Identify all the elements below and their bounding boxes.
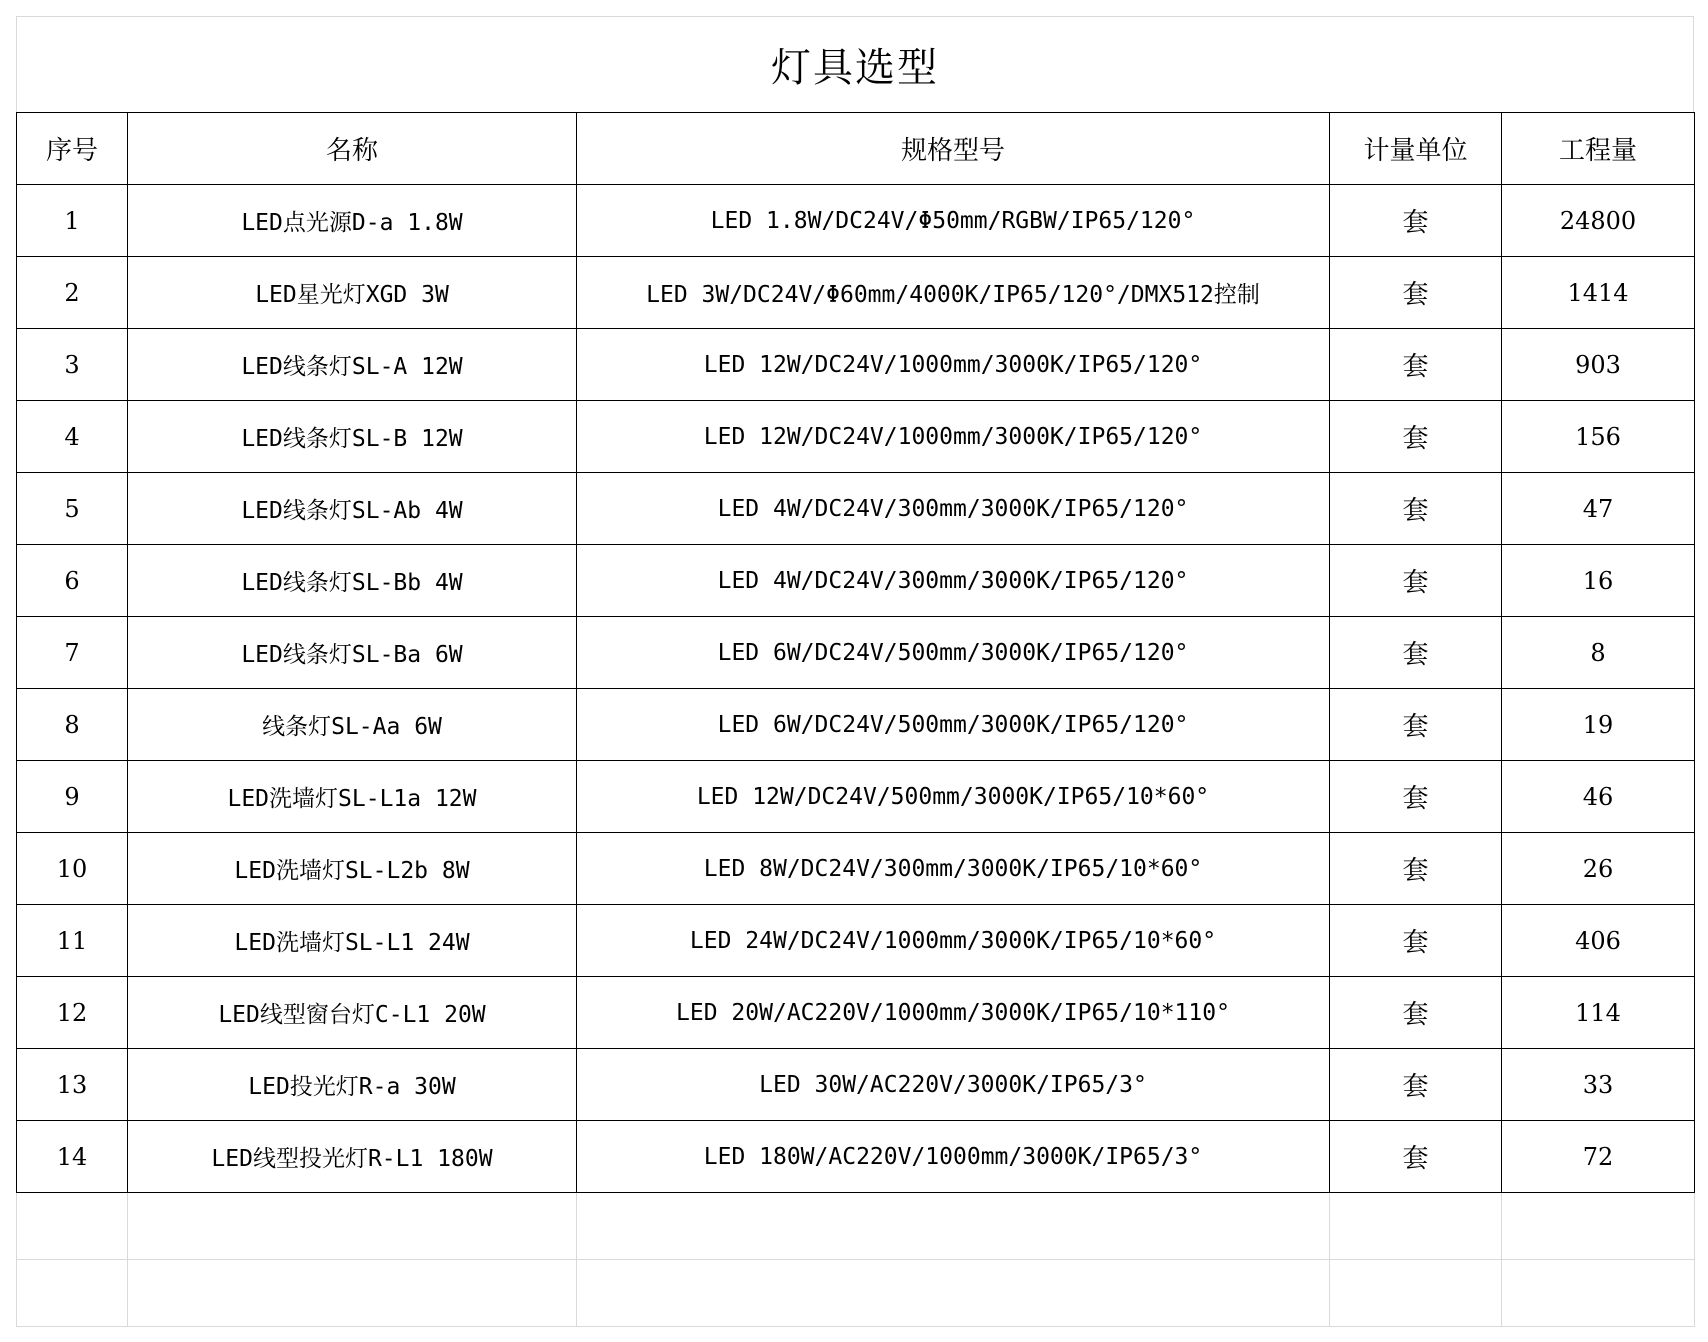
cell-no[interactable]: 13 — [17, 1049, 128, 1121]
cell-name[interactable]: LED线条灯SL-Bb 4W — [128, 545, 577, 617]
cell-unit[interactable]: 套 — [1330, 689, 1502, 761]
header-row — [17, 113, 1695, 185]
cell-no[interactable]: 3 — [17, 329, 128, 401]
empty-grid-area — [16, 1193, 1695, 1327]
cell-unit[interactable]: 套 — [1330, 905, 1502, 977]
column-header-unit: 计量单位 — [1330, 113, 1502, 185]
table-row — [17, 905, 1695, 977]
cell-unit[interactable]: 套 — [1330, 257, 1502, 329]
table-row — [17, 977, 1695, 1049]
cell-name[interactable]: LED线条灯SL-B 12W — [128, 401, 577, 473]
fixture-table — [16, 112, 1695, 1193]
empty-cell[interactable] — [1502, 1260, 1695, 1327]
cell-spec[interactable]: LED 180W/AC220V/1000mm/3000K/IP65/3° — [577, 1121, 1330, 1193]
cell-unit[interactable]: 套 — [1330, 473, 1502, 545]
column-header-spec: 规格型号 — [577, 113, 1330, 185]
empty-cell[interactable] — [1330, 1260, 1502, 1327]
table-row — [17, 401, 1695, 473]
cell-spec[interactable]: LED 30W/AC220V/3000K/IP65/3° — [577, 1049, 1330, 1121]
cell-no[interactable]: 2 — [17, 257, 128, 329]
cell-qty[interactable]: 156 — [1502, 401, 1695, 473]
cell-name[interactable]: 线条灯SL-Aa 6W — [128, 689, 577, 761]
cell-qty[interactable]: 406 — [1502, 905, 1695, 977]
cell-no[interactable]: 12 — [17, 977, 128, 1049]
cell-spec[interactable]: LED 12W/DC24V/1000mm/3000K/IP65/120° — [577, 329, 1330, 401]
cell-qty[interactable]: 114 — [1502, 977, 1695, 1049]
cell-spec[interactable]: LED 12W/DC24V/1000mm/3000K/IP65/120° — [577, 401, 1330, 473]
cell-spec[interactable]: LED 20W/AC220V/1000mm/3000K/IP65/10*110° — [577, 977, 1330, 1049]
empty-cell[interactable] — [17, 1193, 128, 1260]
table-row — [17, 1121, 1695, 1193]
table-row — [17, 257, 1695, 329]
cell-qty[interactable]: 26 — [1502, 833, 1695, 905]
cell-no[interactable]: 6 — [17, 545, 128, 617]
cell-unit[interactable]: 套 — [1330, 401, 1502, 473]
table-row — [17, 473, 1695, 545]
cell-unit[interactable]: 套 — [1330, 833, 1502, 905]
cell-unit[interactable]: 套 — [1330, 617, 1502, 689]
cell-no[interactable]: 11 — [17, 905, 128, 977]
column-header-no: 序号 — [17, 113, 128, 185]
cell-qty[interactable]: 33 — [1502, 1049, 1695, 1121]
cell-no[interactable]: 9 — [17, 761, 128, 833]
cell-no[interactable]: 1 — [17, 185, 128, 257]
cell-spec[interactable]: LED 6W/DC24V/500mm/3000K/IP65/120° — [577, 617, 1330, 689]
cell-name[interactable]: LED线条灯SL-Ba 6W — [128, 617, 577, 689]
cell-qty[interactable]: 1414 — [1502, 257, 1695, 329]
page-title: 灯具选型 — [771, 45, 939, 91]
cell-name[interactable]: LED线条灯SL-Ab 4W — [128, 473, 577, 545]
cell-unit[interactable]: 套 — [1330, 1121, 1502, 1193]
cell-qty[interactable]: 19 — [1502, 689, 1695, 761]
table-row — [17, 617, 1695, 689]
cell-spec[interactable]: LED 3W/DC24V/Φ60mm/4000K/IP65/120°/DMX512控制 — [577, 257, 1330, 329]
cell-unit[interactable]: 套 — [1330, 185, 1502, 257]
cell-qty[interactable]: 24800 — [1502, 185, 1695, 257]
cell-no[interactable]: 14 — [17, 1121, 128, 1193]
cell-qty[interactable]: 903 — [1502, 329, 1695, 401]
empty-cell[interactable] — [17, 1260, 128, 1327]
cell-spec[interactable]: LED 12W/DC24V/500mm/3000K/IP65/10*60° — [577, 761, 1330, 833]
cell-name[interactable]: LED点光源D-a 1.8W — [128, 185, 577, 257]
cell-qty[interactable]: 8 — [1502, 617, 1695, 689]
table-row — [17, 1049, 1695, 1121]
column-header-name: 名称 — [128, 113, 577, 185]
cell-qty[interactable]: 46 — [1502, 761, 1695, 833]
empty-cell[interactable] — [1502, 1193, 1695, 1260]
cell-unit[interactable]: 套 — [1330, 329, 1502, 401]
cell-no[interactable]: 4 — [17, 401, 128, 473]
cell-name[interactable]: LED线型窗台灯C-L1 20W — [128, 977, 577, 1049]
cell-no[interactable]: 10 — [17, 833, 128, 905]
empty-cell[interactable] — [128, 1193, 577, 1260]
title-row — [16, 16, 1694, 112]
empty-cell[interactable] — [577, 1260, 1330, 1327]
table-row — [17, 689, 1695, 761]
table-row — [17, 761, 1695, 833]
table-row — [17, 833, 1695, 905]
cell-unit[interactable]: 套 — [1330, 761, 1502, 833]
empty-cell[interactable] — [577, 1193, 1330, 1260]
empty-cell[interactable] — [128, 1260, 577, 1327]
cell-unit[interactable]: 套 — [1330, 545, 1502, 617]
cell-qty[interactable]: 72 — [1502, 1121, 1695, 1193]
cell-spec[interactable]: LED 4W/DC24V/300mm/3000K/IP65/120° — [577, 545, 1330, 617]
table-row — [17, 545, 1695, 617]
empty-row — [17, 1260, 1695, 1327]
cell-name[interactable]: LED线型投光灯R-L1 180W — [128, 1121, 577, 1193]
cell-name[interactable]: LED星光灯XGD 3W — [128, 257, 577, 329]
column-header-qty: 工程量 — [1502, 113, 1695, 185]
cell-no[interactable]: 8 — [17, 689, 128, 761]
cell-unit[interactable]: 套 — [1330, 1049, 1502, 1121]
cell-qty[interactable]: 47 — [1502, 473, 1695, 545]
cell-spec[interactable]: LED 6W/DC24V/500mm/3000K/IP65/120° — [577, 689, 1330, 761]
cell-spec[interactable]: LED 24W/DC24V/1000mm/3000K/IP65/10*60° — [577, 905, 1330, 977]
table-row — [17, 329, 1695, 401]
cell-spec[interactable]: LED 4W/DC24V/300mm/3000K/IP65/120° — [577, 473, 1330, 545]
cell-no[interactable]: 7 — [17, 617, 128, 689]
cell-name[interactable]: LED线条灯SL-A 12W — [128, 329, 577, 401]
cell-unit[interactable]: 套 — [1330, 977, 1502, 1049]
cell-spec[interactable]: LED 8W/DC24V/300mm/3000K/IP65/10*60° — [577, 833, 1330, 905]
cell-name[interactable]: LED洗墙灯SL-L1a 12W — [128, 761, 577, 833]
cell-spec[interactable]: LED 1.8W/DC24V/Φ50mm/RGBW/IP65/120° — [577, 185, 1330, 257]
cell-no[interactable]: 5 — [17, 473, 128, 545]
cell-name[interactable]: LED洗墙灯SL-L2b 8W — [128, 833, 577, 905]
empty-row — [17, 1193, 1695, 1260]
spreadsheet — [16, 16, 1694, 1327]
cell-name[interactable]: LED洗墙灯SL-L1 24W — [128, 905, 577, 977]
table-row — [17, 185, 1695, 257]
cell-name[interactable]: LED投光灯R-a 30W — [128, 1049, 577, 1121]
empty-cell[interactable] — [1330, 1193, 1502, 1260]
cell-qty[interactable]: 16 — [1502, 545, 1695, 617]
